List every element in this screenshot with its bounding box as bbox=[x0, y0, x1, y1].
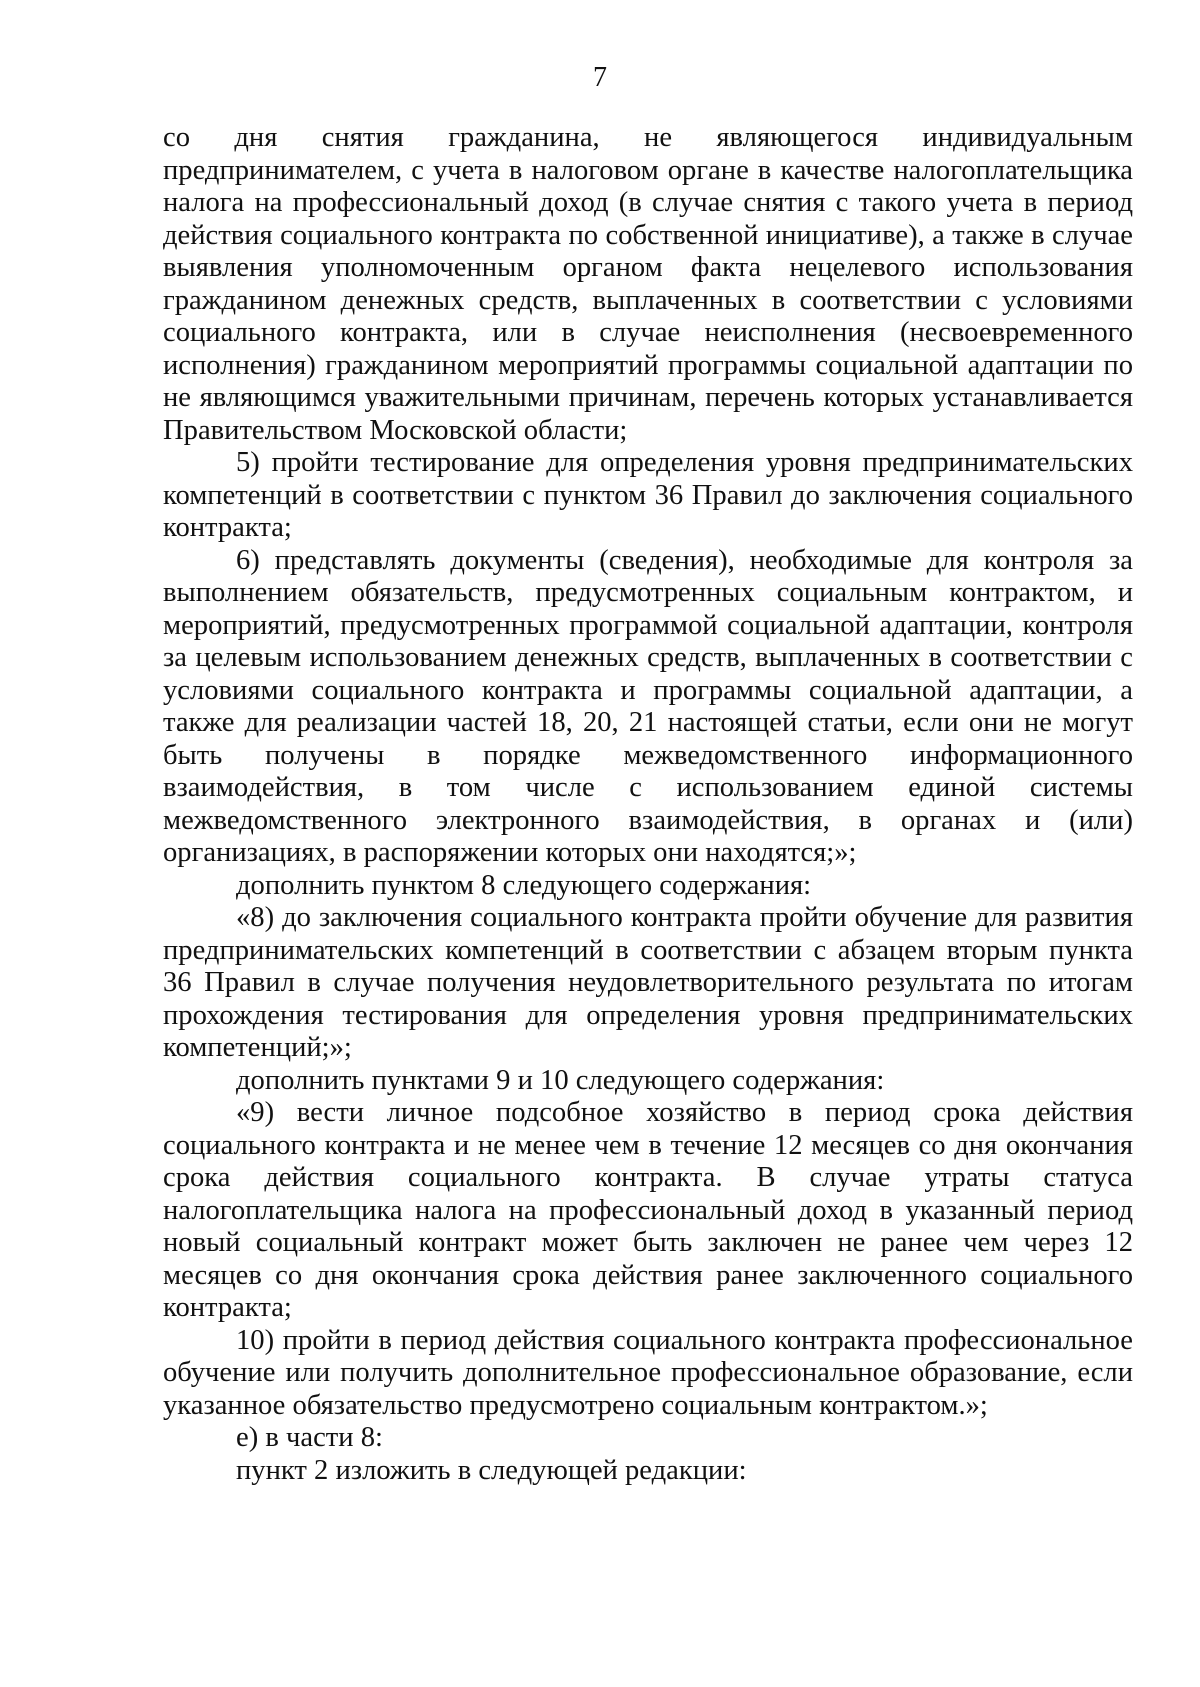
paragraph-item-10: 10) пройти в период действия социального контракта профессиональное обучение или получить дополнительное профессиональное образование, если указанное обязательство предусмотрено социальным контрактом.»; bbox=[163, 1324, 1133, 1421]
paragraph-item-8: «8) до заключения социального контракта пройти обучение для развития предпринимательских компетенций в соответствии с абзацем вторым пункта 36 Правил в случае получения неудовлетворительного результата по итогам прохождения тестирования для определения уровня предпринимательских компетенций;»; bbox=[163, 902, 1133, 1063]
paragraph-item-2-edit: пункт 2 изложить в следующей редакции: bbox=[236, 1454, 747, 1486]
page-number: 7 bbox=[593, 62, 607, 93]
paragraph-add-item-8: дополнить пунктом 8 следующего содержания: bbox=[236, 869, 812, 901]
paragraph-item-9: «9) вести личное подсобное хозяйство в период срока действия социального контракта и не менее чем в течение 12 месяцев со дня окончания срока действия социального контракта. В случае утраты статуса налогоплательщика налога на профессиональный доход в указанный период новый социальный контракт может быть заключен не ранее чем через 12 месяцев со дня окончания срока действия ранее заключенного социального контракта; bbox=[163, 1097, 1133, 1323]
paragraph-add-items-9-10: дополнить пунктами 9 и 10 следующего содержания: bbox=[236, 1064, 885, 1096]
paragraph-part-8: е) в части 8: bbox=[236, 1422, 383, 1453]
paragraph-item-6: 6) представлять документы (сведения), необходимые для контроля за выполнением обязательств, предусмотренных социальным контрактом, и мероприятий, предусмотренных программой социальной адаптации, контроля за целевым использованием денежных средств, выплаченных в соответствии с условиями социального контракта и программы социальной адаптации, а также для реализации частей 18, 20, 21 настоящей статьи, если они не могут быть получены в порядке межведомственного информационного взаимодействия, в том числе с использованием единой системы межведомственного электронного взаимодействия, в органах и (или) организациях, в распоряжении которых они находятся;»; bbox=[163, 544, 1133, 868]
document-body bbox=[163, 122, 1133, 1487]
paragraph-item-5: 5) пройти тестирование для определения уровня предпринимательских компетенций в соответствии с пунктом 36 Правил до заключения социального контракта; bbox=[163, 447, 1133, 543]
paragraph-continuation: со дня снятия гражданина, не являющегося индивидуальным предпринимателем, с учета в налоговом органе в качестве налогоплательщика налога на профессиональный доход (в случае снятия с такого учета в период действия социального контракта по собственной инициативе), а также в случае выявления уполномоченным органом факта нецелевого использования гражданином денежных средств, выплаченных в соответствии с условиями социального контракта, или в случае неисполнения (несвоевременного исполнения) гражданином мероприятий программы социальной адаптации по не являющимся уважительными причинам, перечень которых устанавливается Правительством Московской области; bbox=[163, 122, 1133, 446]
